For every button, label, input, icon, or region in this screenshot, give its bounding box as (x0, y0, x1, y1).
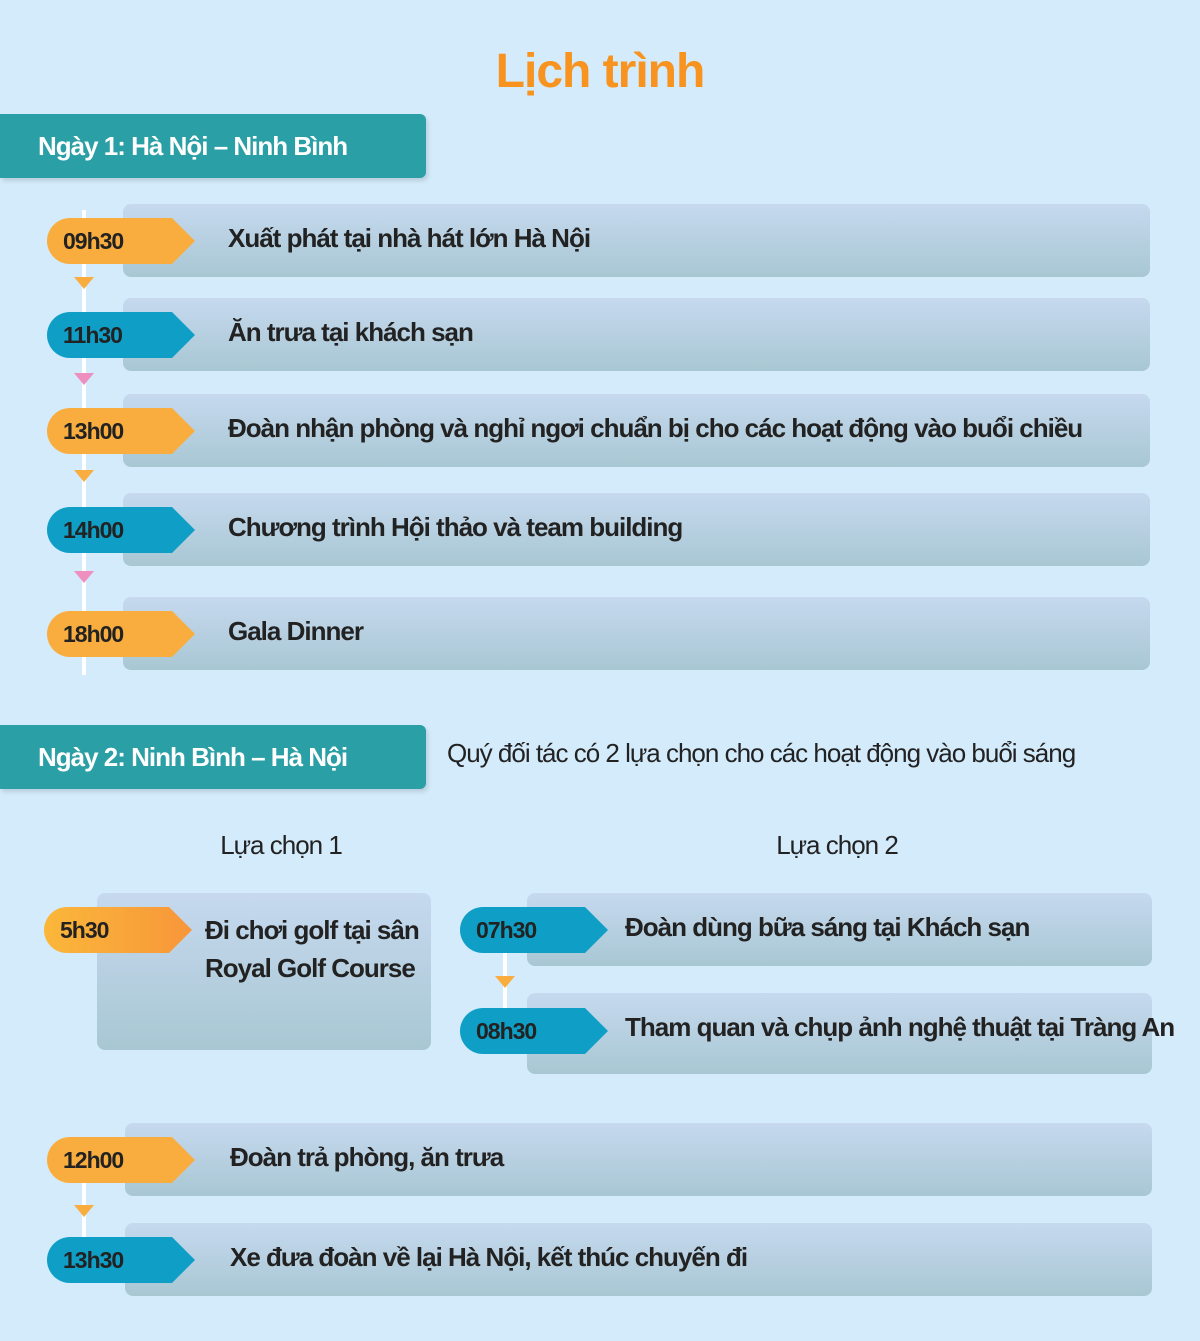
down-arrow-icon (74, 470, 94, 482)
time-label: 5h30 (60, 917, 109, 943)
activity-text: Xe đưa đoàn về lại Hà Nội, kết thúc chuyến đi (230, 1242, 748, 1272)
activity-text: Đoàn dùng bữa sáng tại Khách sạn (625, 912, 1030, 942)
option1-line2: Royal Golf Course (205, 953, 415, 983)
time-label: 09h30 (63, 228, 124, 254)
down-arrow-icon (495, 976, 515, 988)
activity-text: Gala Dinner (228, 616, 363, 646)
time-label: 12h00 (63, 1147, 124, 1173)
time-label: 13h30 (63, 1247, 124, 1273)
day1-header: Ngày 1: Hà Nội – Ninh Bình (0, 114, 426, 178)
down-arrow-icon (74, 373, 94, 385)
down-arrow-icon (74, 1205, 94, 1217)
down-arrow-icon (74, 571, 94, 583)
time-label: 07h30 (476, 917, 537, 943)
time-label: 14h00 (63, 517, 124, 543)
day2-note: Quý đối tác có 2 lựa chọn cho các hoạt động vào buổi sáng (447, 738, 1076, 768)
time-badge (44, 907, 192, 953)
activity-text: Xuất phát tại nhà hát lớn Hà Nội (228, 223, 591, 253)
activity-text: Chương trình Hội thảo và team building (228, 512, 683, 542)
option1-line1: Đi chơi golf tại sân (205, 915, 419, 945)
activity-text: Đoàn trả phòng, ăn trưa (230, 1142, 504, 1172)
option1-label: Lựa chọn 1 (220, 830, 342, 860)
time-badge (47, 611, 195, 657)
time-badge (47, 312, 195, 358)
activity-text: Đoàn nhận phòng và nghỉ ngơi chuẩn bị cho các hoạt động vào buổi chiều (228, 413, 1083, 443)
time-badge (460, 907, 608, 953)
day2-header: Ngày 2: Ninh Bình – Hà Nội (0, 725, 426, 789)
down-arrow-icon (74, 277, 94, 289)
time-label: 08h30 (476, 1018, 537, 1044)
time-label: 11h30 (63, 322, 122, 348)
time-label: 18h00 (63, 621, 124, 647)
time-label: 13h00 (63, 418, 124, 444)
time-badge (47, 218, 195, 264)
time-badge (47, 1137, 195, 1183)
activity-text: Tham quan và chụp ảnh nghệ thuật tại Tràng An (625, 1012, 1175, 1042)
time-badge (47, 1237, 195, 1283)
option2-label: Lựa chọn 2 (776, 830, 898, 860)
time-badge (47, 408, 195, 454)
time-badge (47, 507, 195, 553)
page-title: Lịch trình (495, 45, 705, 98)
activity-text: Ăn trưa tại khách sạn (228, 317, 473, 347)
time-badge (460, 1008, 608, 1054)
